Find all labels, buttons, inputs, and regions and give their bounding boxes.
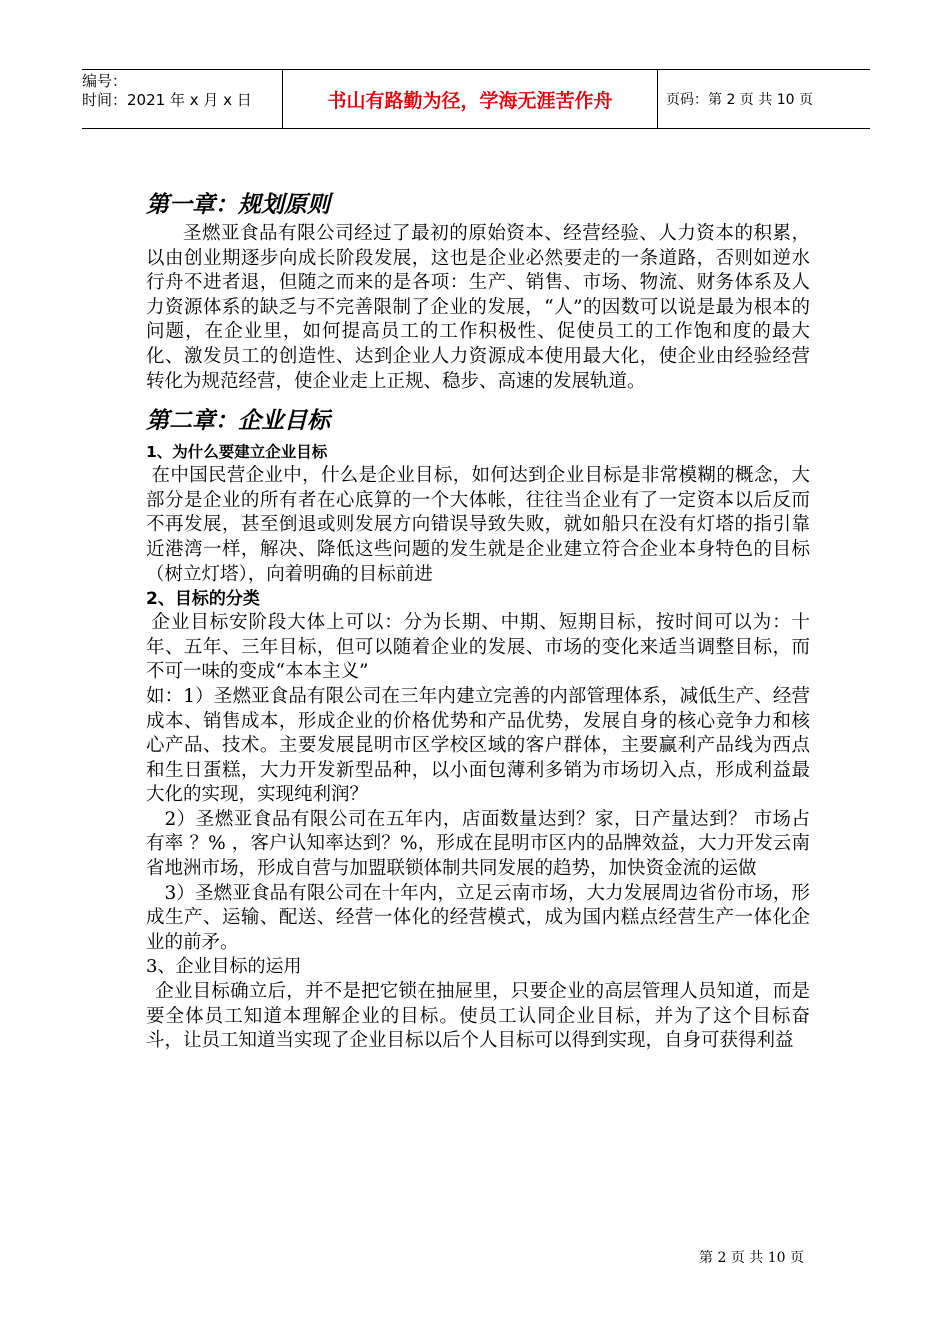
section2-title: 2、目标的分类 [146, 589, 260, 610]
section2-item1: 如：1）圣燃亚食品有限公司在三年内建立完善的内部管理体系，减低生产、经营成本、销售成本，形成企业的价格优势和产品优势，发展自身的核心竞争力和核心产品、技术。主要发展昆明市区学校区域的客户群体，主要赢利产品线为西点和生日蛋糕，大力开发新型品种，以小面包薄利多销为市场切入点，形成利益最大化的实现，实现纯利润？ [146, 685, 810, 806]
page-footer: 第 2 页 共 10 页 [699, 1250, 804, 1266]
chapter1-title: 第一章：规划原则 [146, 192, 330, 218]
section3-paragraph: 企业目标确立后，并不是把它锁在抽屉里，只要企业的高层管理人员知道，而是要全体员工知道本理解企业的目标。使员工认同企业目标，并为了这个目标奋斗，让员工知道当实现了企业目标以后个人目标可以得到实现，自身可获得利益 [146, 981, 810, 1052]
header-page-code: 页码：第 2 页 共 10 页 [666, 92, 813, 108]
section1-paragraph: 在中国民营企业中，什么是企业目标，如何达到企业目标是非常模糊的概念，大部分是企业的所有者在心底算的一个大体帐，往往当企业有了一定资本以后反而不再发展，甚至倒退或则发展方向错误导致失败，就如船只在没有灯塔的指引靠近港湾一样，解决、降低这些问题的发生就是企业建立符合企业本身特色的目标（树立灯塔），向着明确的目标前进 [146, 465, 810, 585]
page-header [82, 69, 870, 129]
document-body [146, 188, 810, 1054]
section1-title: 1、为什么要建立企业目标 [146, 443, 328, 462]
section2-item3: 3）圣燃亚食品有限公司在十年内，立足云南市场，大力发展周边省份市场，形成生产、运输、配送、经营一体化的经营模式，成为国内糕点经营生产一体化企业的前矛。 [146, 882, 810, 953]
section2-paragraph: 企业目标安阶段大体上可以：分为长期、中期、短期目标，按时间可以为：十年、五年、三年目标，但可以随着企业的发展、市场的变化来适当调整目标，而不可一味的变成“本本主义” [146, 612, 810, 683]
header-motto: 书山有路勤为径，学海无涯苦作舟 [282, 70, 658, 128]
chapter2-title: 第二章：企业目标 [146, 408, 330, 435]
section2-item2: 2）圣燃亚食品有限公司在五年内，店面数量达到？家，日产量达到？ 市场占有率 ？% ，客户认知率达到？%，形成在昆明市区内的品牌效益，大力开发云南省地洲市场，形成自营与加盟联锁体制共同发展的趋势，加快资金流的运做 [146, 808, 810, 880]
section3-title: 3、企业目标的运用 [146, 956, 302, 978]
chapter1-paragraph: 圣燃亚食品有限公司经过了最初的原始资本、经营经验、人力资本的积累，以由创业期逐步向成长阶段发展，这也是企业必然要走的一条道路，否则如逆水行舟不进者退，但随之而来的是各项：生产、销售、市场、物流、财务体系及人力资源体系的缺乏与不完善限制了企业的发展，“人”的因数可以说是最为根本的问题，在企业里，如何提高员工的工作积极性、促使员工的工作饱和度的最大化、激发员工的创造性、达到企业人力资源成本使用最大化，使企业由经验经营转化为规范经营，使企业走上正规、稳步、高速的发展轨道。 [146, 223, 810, 392]
date-label: 时间：2021 年 x 月 x 日 [82, 91, 252, 109]
number-label: 编号： [82, 72, 128, 90]
header-left [82, 70, 282, 128]
